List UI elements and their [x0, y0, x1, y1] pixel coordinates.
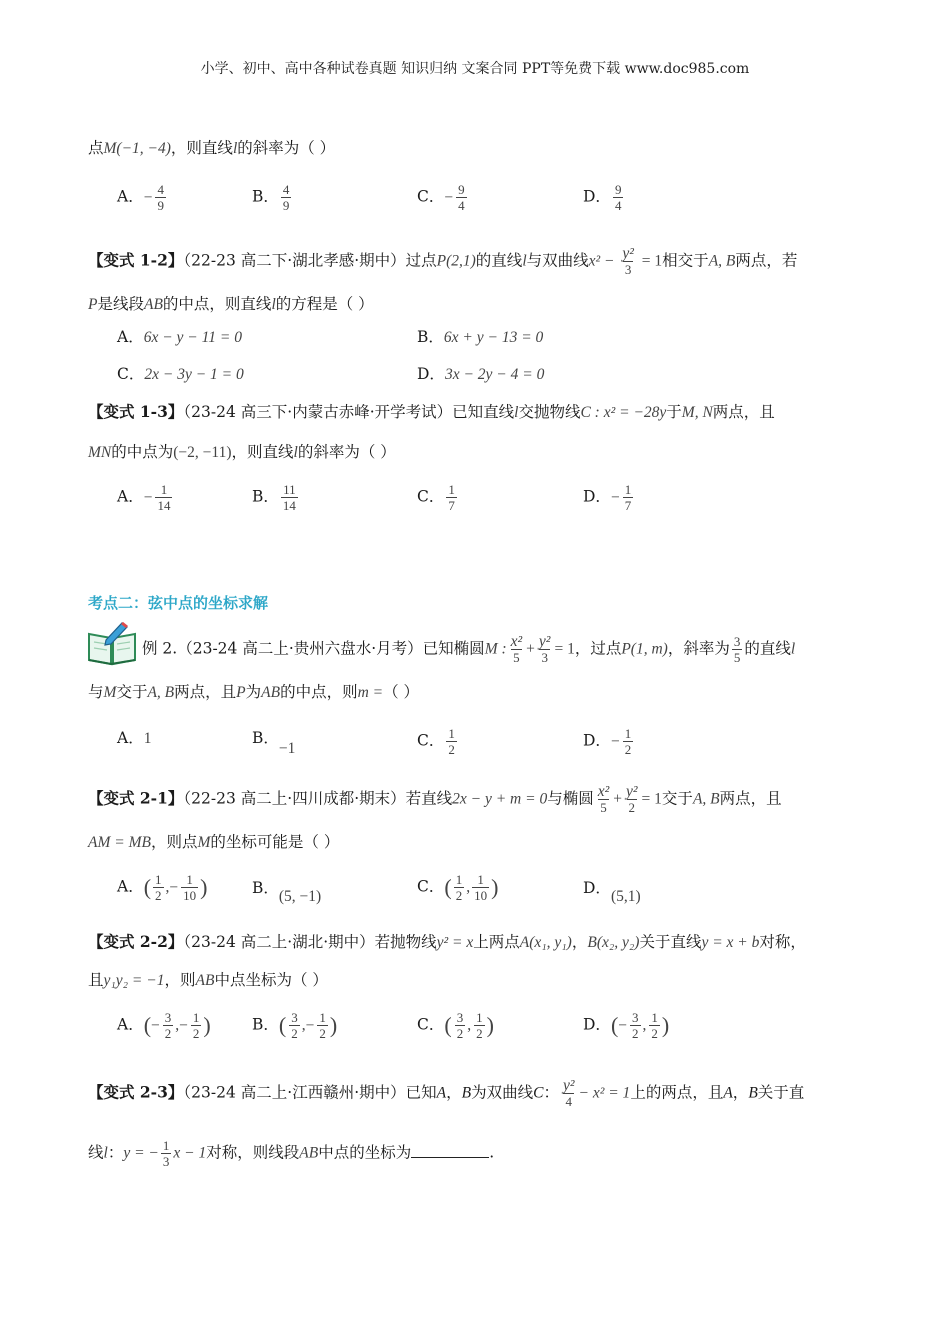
variant-2-3-line1: 【变式 2-3】（23-24 高二上·江西赣州·期中）已知A，B为双曲线C： $\frac{\text{y²}}{4}$ − x² = 1上的两点，且A，B关于直 — [88, 1077, 805, 1109]
option-d[interactable]: D．− $\frac{1}{2}$ — [583, 726, 632, 757]
option-d[interactable]: D．− $\frac{1}{7}$ — [583, 482, 632, 513]
option-c[interactable]: C． $\frac{1}{7}$ — [417, 482, 455, 513]
variant-1-3-line2: MN的中点为(−2, −11)，则直线l的斜率为（ ） — [88, 443, 396, 461]
page-header: 小学、初中、高中各种试卷真题 知识归纳 文案合同 PPT等免费下载 www.doc985.com — [200, 61, 750, 77]
variant-1-2-line2: P是线段AB的中点，则直线l的方程是（ ） — [88, 295, 374, 313]
option-b[interactable]: B．−1 — [252, 729, 296, 757]
option-b[interactable]: B．6x + y − 13 = 0 — [417, 328, 544, 346]
option-a[interactable]: A．( $\frac{1}{2}$ ,− $\frac{1}{10}$ ) — [117, 872, 208, 903]
example-2-line1: 例 2.（23-24 高二上·贵州六盘水·月考）已知椭圆M : $\frac{\text{x²}}{5}$ + $\frac{\text{y²}}{3}$ = 1，过点P(1, m)，斜率为 $\frac{3}{5}$ 的直线l — [142, 633, 796, 665]
answer-blank[interactable] — [411, 1143, 489, 1158]
option-b[interactable]: B． $\frac{4}{9}$ — [252, 182, 290, 213]
section-heading: 考点二：弦中点的坐标求解 — [88, 594, 269, 612]
option-a[interactable]: A．− $\frac{4}{9}$ — [117, 182, 164, 213]
option-b[interactable]: B．( $\frac{3}{2}$ ,− $\frac{1}{2}$ ) — [252, 1010, 338, 1041]
option-d[interactable]: D．3x − 2y − 4 = 0 — [417, 365, 545, 383]
option-b[interactable]: B． $\frac{11}{14}$ — [252, 482, 296, 513]
variant-2-2-line1: 【变式 2-2】（23-24 高二上·湖北·期中）若抛物线y² = x上两点A(x₁, y₁)，B(x₂, y₂)关于直线y = x + b对称， — [88, 932, 806, 951]
option-a[interactable]: A．6x − y − 11 = 0 — [117, 328, 242, 346]
variant-1-2-line1: 【变式 1-2】（22-23 高二下·湖北孝感·期中）过点P(2,1)的直线l与双曲线x² − $\frac{\text{y²}}{3}$ = 1相交于A, B两点，若 — [88, 245, 798, 277]
option-a[interactable]: A．1 — [117, 729, 152, 747]
book-pencil-icon — [86, 620, 138, 666]
variant-2-1-line1: 【变式 2-1】（22-23 高二上·四川成都·期末）若直线2x − y + m = 0与椭圆 $\frac{\text{x²}}{5}$ + $\frac{\text{y²}}{2}$ = 1交于A, B两点，且 — [88, 783, 782, 815]
variant-2-2-line2: 且y₁y₂ = −1，则AB中点坐标为（ ） — [88, 971, 328, 989]
option-b[interactable]: B．(5, −1) — [252, 879, 322, 905]
option-c[interactable]: C．( $\frac{1}{2}$ , $\frac{1}{10}$ ) — [417, 872, 499, 903]
variant-2-3-line2: 线l：y = − $\frac{1}{3}$ x − 1对称，则线段AB中点的坐标为 . — [88, 1138, 495, 1169]
option-a[interactable]: A．(− $\frac{3}{2}$ ,− $\frac{1}{2}$ ) — [117, 1010, 211, 1041]
option-c[interactable]: C．( $\frac{3}{2}$ , $\frac{1}{2}$ ) — [417, 1010, 494, 1041]
example-2-line2: 与M交于A, B两点，且P为AB的中点，则m =（ ） — [88, 683, 420, 701]
option-d[interactable]: D．(− $\frac{3}{2}$ , $\frac{1}{2}$ ) — [583, 1010, 670, 1041]
option-d[interactable]: D． $\frac{9}{4}$ — [583, 182, 622, 213]
problem-1-1-tail: 点M(−1, −4)，则直线l的斜率为（ ） — [88, 139, 336, 157]
option-d[interactable]: D．(5,1) — [583, 879, 641, 905]
variant-1-3-line1: 【变式 1-3】（23-24 高三下·内蒙古赤峰·开学考试）已知直线l交抛物线C : x² = −28y于M, N两点，且 — [88, 402, 775, 421]
option-c[interactable]: C．2x − 3y − 1 = 0 — [117, 365, 244, 383]
option-c[interactable]: C． $\frac{1}{2}$ — [417, 726, 455, 757]
variant-2-1-line2: AM = MB，则点M的坐标可能是（ ） — [88, 833, 340, 851]
option-c[interactable]: C．− $\frac{9}{4}$ — [417, 182, 465, 213]
option-a[interactable]: A．− $\frac{1}{14}$ — [117, 482, 171, 513]
